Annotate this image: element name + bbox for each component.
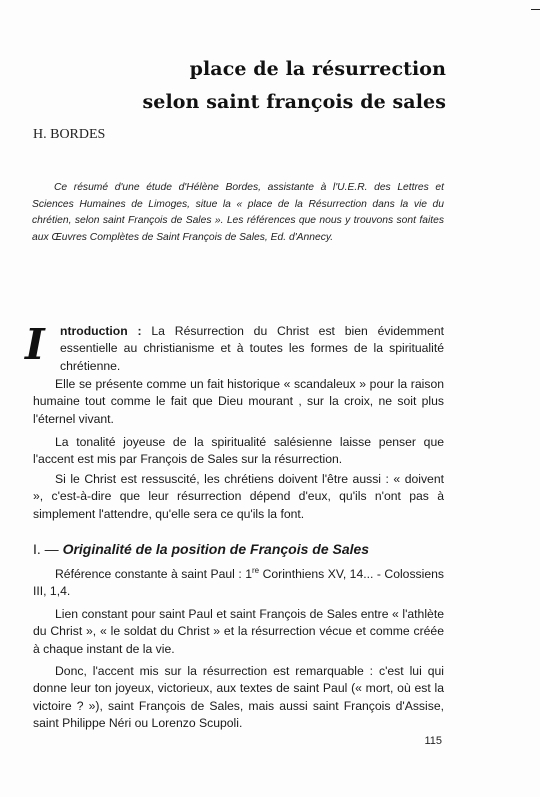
section-heading	[33, 541, 453, 557]
intro-paragraph	[60, 323, 444, 375]
page-edge-mark	[531, 9, 540, 10]
section-paragraph-1	[33, 566, 444, 601]
page-number: 115	[424, 735, 442, 747]
ordinal-superscript: re	[251, 565, 260, 575]
body-paragraph-2: La tonalité joyeuse de la spiritualité salésienne laisse penser que l'accent est mis par François de Sales sur la résurrection.	[33, 435, 444, 467]
intro-text: La Résurrection du Christ est bien évidemment essentielle au christianisme et à toutes les formes de la spiritualité chrétienne.	[60, 324, 444, 373]
author-name: H. BORDES	[33, 127, 106, 142]
body-paragraph-1: Elle se présente comme un fait historique « scandaleux » pour la raison humaine tout comme le fait que Dieu mourant , sur la croix, ne soit plus l'éternel vivant.	[33, 377, 444, 426]
body-paragraph-3: Si le Christ est ressuscité, les chrétiens doivent l'être aussi : « doivent », c'est-à-dire que leur résurrection dépend d'eux, qu'ils n'ont pas à simplement l'attendre, qu'elle sera ce qu'ils la font.	[33, 472, 444, 521]
section-paragraph-2: Lien constant pour saint Paul et saint François de Sales entre « l'athlète du Christ », « le soldat du Christ » et la résurrection vécue et comme créée à chaque instant de la vie.	[33, 607, 444, 656]
section-title: Originalité de la position de François de Sales	[62, 541, 370, 557]
section-paragraph-3: Donc, l'accent mis sur la résurrection est remarquable : c'est lui qui donne leur ton joyeux, victorieux, aux textes de saint Paul (« mort, où est la victoire ? »), saint François de Sales, mais aussi saint François d'Assise, saint Philippe Néri ou Lorenzo Scupoli.	[33, 664, 444, 730]
intro-lead: ntroduction :	[60, 324, 142, 338]
section-paragraph-1-end: Corinthiens XV, 14... - Colossiens III, 1,4.	[33, 567, 445, 599]
abstract: Ce résumé d'une étude d'Hélène Bordes, assistante à l'U.E.R. des Lettres et Sciences Humaines de Limoges, situe la « place de la Résurrection dans la vie du chrétien, selon saint François de Sales ». Les références que nous y trouvons sont faites aux Œuvres Complètes de Saint François de Sales, Ed. d'Annecy.	[32, 182, 444, 243]
intro-drop-cap: I	[25, 320, 45, 369]
section-paragraph-1-start: Référence constante à saint Paul : 1	[55, 567, 252, 581]
article-title-line-2: selon saint françois de sales	[142, 91, 446, 113]
article-title-line-1: place de la résurrection	[189, 58, 446, 80]
section-number: I. —	[33, 541, 63, 557]
